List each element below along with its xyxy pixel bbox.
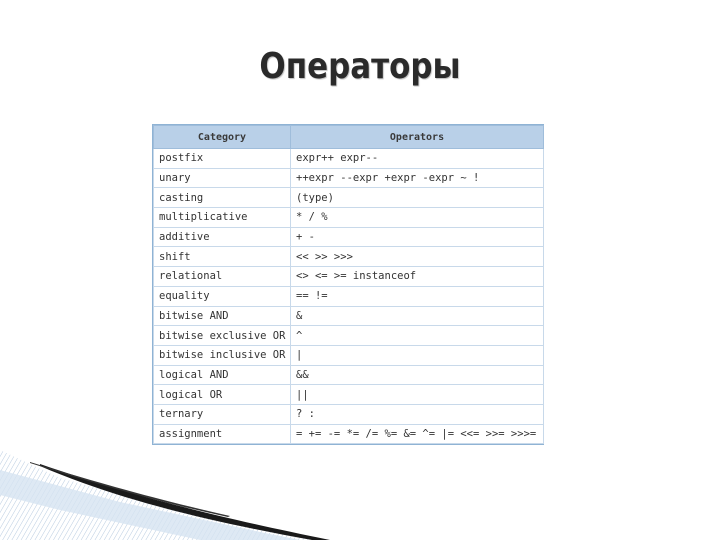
table-row	[154, 345, 544, 365]
operators-cell: (type)	[291, 188, 544, 208]
operators-cell: |	[291, 345, 544, 365]
table-row	[154, 404, 544, 424]
operators-cell: ||	[291, 385, 544, 405]
table-row	[154, 168, 544, 188]
table-row	[154, 208, 544, 228]
table-header-row	[154, 126, 544, 149]
operators-cell: expr++ expr--	[291, 149, 544, 169]
table-row	[154, 286, 544, 306]
category-cell: additive	[154, 227, 291, 247]
decorative-swoosh	[0, 440, 720, 540]
table-row	[154, 149, 544, 169]
category-cell: multiplicative	[154, 208, 291, 228]
operators-cell: <> <= >= instanceof	[291, 267, 544, 287]
table-row	[154, 385, 544, 405]
table-row	[154, 365, 544, 385]
operators-cell: << >> >>>	[291, 247, 544, 267]
category-cell: ternary	[154, 404, 291, 424]
operators-cell: ++expr --expr +expr -expr ~ !	[291, 168, 544, 188]
category-cell: bitwise AND	[154, 306, 291, 326]
category-cell: logical OR	[154, 385, 291, 405]
operators-cell: ? :	[291, 404, 544, 424]
table-row	[154, 227, 544, 247]
operators-cell: &&	[291, 365, 544, 385]
category-cell: assignment	[154, 424, 291, 444]
operators-table	[152, 124, 544, 445]
table-row	[154, 267, 544, 287]
category-cell: postfix	[154, 149, 291, 169]
column-header-category: Category	[154, 126, 291, 149]
category-cell: equality	[154, 286, 291, 306]
table-row	[154, 247, 544, 267]
table-row	[154, 306, 544, 326]
operators-cell: == !=	[291, 286, 544, 306]
operators-cell: * / %	[291, 208, 544, 228]
category-cell: casting	[154, 188, 291, 208]
operators-cell: ^	[291, 326, 544, 346]
operators-cell: &	[291, 306, 544, 326]
category-cell: relational	[154, 267, 291, 287]
column-header-operators: Operators	[291, 126, 544, 149]
operators-cell: + -	[291, 227, 544, 247]
category-cell: bitwise inclusive OR	[154, 345, 291, 365]
operators-cell: = += -= *= /= %= &= ^= |= <<= >>= >>>=	[291, 424, 544, 444]
table-row	[154, 188, 544, 208]
slide-title: Операторы	[259, 46, 461, 87]
category-cell: bitwise exclusive OR	[154, 326, 291, 346]
category-cell: logical AND	[154, 365, 291, 385]
category-cell: shift	[154, 247, 291, 267]
category-cell: unary	[154, 168, 291, 188]
table-row	[154, 326, 544, 346]
